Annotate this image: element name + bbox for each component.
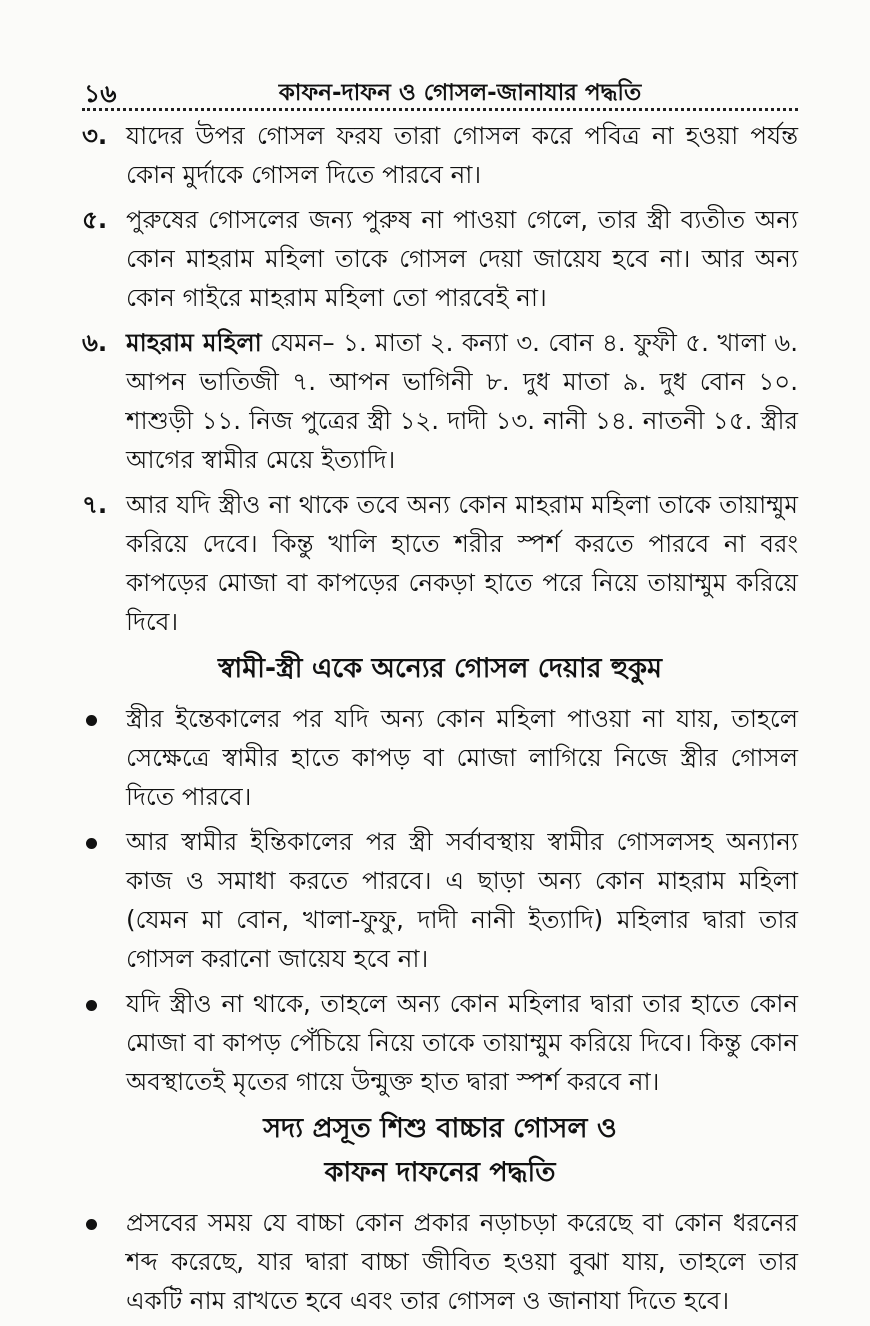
section-heading [82, 1107, 798, 1195]
page-header [82, 74, 798, 111]
bullet-text: স্ত্রীর ইন্তেকালের পর যদি অন্য কোন মহিলা পাওয়া না যায়, তাহলে সেক্ষেত্রে স্বামীর হাতে কাপড় বা মোজা লাগিয়ে নিজে স্ত্রীর গোসল দিতে পারবে। [126, 704, 798, 811]
numbered-item [82, 116, 798, 194]
item-text: আর যদি স্ত্রীও না থাকে তবে অন্য কোন মাহরাম মহিলা তাকে তায়াম্মুম করিয়ে দেবে। কিন্তু খালি হাতে শরীর স্পর্শ করতে পারবে না বরং কাপড়ের মোজা বা কাপড়ের নেকড়া হাতে পরে নিয়ে তায়াম্মুম করিয়ে দিবে। [126, 490, 798, 636]
item-number: ৭. [82, 490, 108, 519]
item-number: ৬. [82, 328, 108, 357]
numbered-item [82, 200, 798, 317]
item-text: যাদের উপর গোসল ফরয তারা গোসল করে পবিত্র না হওয়া পর্যন্ত কোন মুর্দাকে গোসল দিতে পারবে না। [126, 121, 798, 189]
page-number: ১৬ [84, 79, 117, 108]
numbered-item [82, 323, 798, 479]
heading-line: সদ্য প্রসূত শিশু বাচ্চার গোসল ও [263, 1113, 617, 1144]
bullet-icon [86, 715, 97, 726]
bullet-icon [86, 1000, 97, 1011]
running-title: কাফন-দাফন ও গোসল-জানাযার পদ্ধতি [278, 80, 642, 106]
bullet-text: আর স্বামীর ইন্তিকালের পর স্ত্রী সর্বাবস্থায় স্বামীর গোসলসহ অন্যান্য কাজ ও সমাধা করতে পারবে। এ ছাড়া অন্য কোন মাহরাম মহিলা (যেমন মা বোন, খালা-ফুফু, দাদী নানী ইত্যাদি) মহিলার দ্বারা তার গোসল করানো জায়েয হবে না। [126, 827, 798, 973]
bullet-item [82, 984, 798, 1101]
item-text: পুরুষের গোসলের জন্য পুরুষ না পাওয়া গেলে, তার স্ত্রী ব্যতীত অন্য কোন মাহরাম মহিলা তাকে গোসল দেয়া জায়েয হবে না। আর অন্য কোন গাইরে মাহরাম মহিলা তো পারবেই না। [126, 205, 798, 312]
bullet-item [82, 822, 798, 978]
bullet-text: যদি স্ত্রীও না থাকে, তাহলে অন্য কোন মহিলার দ্বারা তার হাতে কোন মোজা বা কাপড় পেঁচিয়ে নিয়ে তাকে তায়াম্মুম করিয়ে দিবে। কিন্তু কোন অবস্থাতেই মৃতের গায়ে উন্মুক্ত হাত দ্বারা স্পর্শ করবে না। [126, 989, 798, 1096]
heading-line: কাফন দাফনের পদ্ধতি [324, 1157, 556, 1188]
bullet-text: প্রসবের সময় যে বাচ্চা কোন প্রকার নড়াচড়া করেছে বা কোন ধরনের শব্দ করেছে, যার দ্বারা বাচ্চা জীবিত হওয়া বুঝা যায়, তাহলে তার একটি নাম রাখতে হবে এবং তার গোসল ও জানাযা দিতে হবে। [126, 1208, 798, 1315]
bullet-item [82, 699, 798, 816]
section-heading: স্বামী-স্ত্রী একে অন্যের গোসল দেয়ার হুকুম [217, 653, 663, 684]
bullet-icon [86, 838, 97, 849]
page-content [82, 116, 798, 1326]
bullet-item [82, 1203, 798, 1320]
numbered-item [82, 485, 798, 641]
item-number: ৩. [82, 121, 108, 150]
item-number: ৫. [82, 205, 108, 234]
item-bold-term: মাহরাম মহিলা [126, 328, 262, 357]
bullet-icon [86, 1219, 97, 1230]
item-text: যেমন– ১. মাতা ২. কন্যা ৩. বোন ৪. ফুফী ৫. খালা ৬. আপন ভাতিজী ৭. আপন ভাগিনী ৮. দুধ মাতা ৯. দুধ বোন ১০. শাশুড়ী ১১. নিজ পুত্রের স্ত্রী ১২. দাদী ১৩. নানী ১৪. নাতনী ১৫. স্ত্রীর আগের স্বামীর মেয়ে ইত্যাদি। [126, 328, 799, 474]
